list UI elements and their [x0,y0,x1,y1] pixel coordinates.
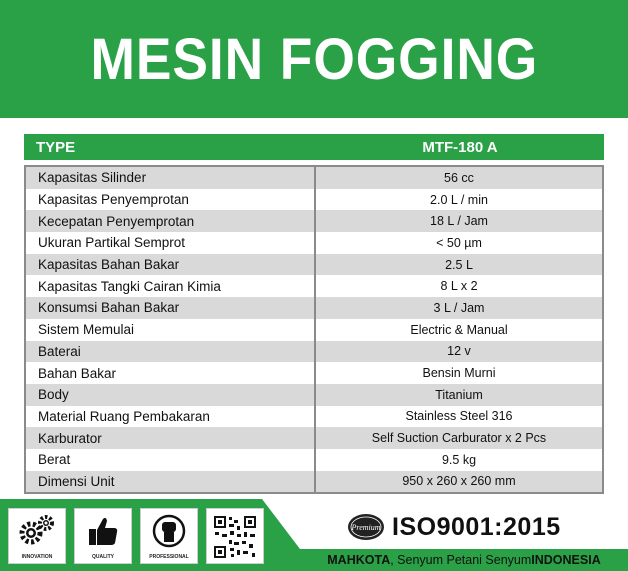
spec-label: Kapasitas Tangki Cairan Kimia [26,275,316,297]
table-row [26,341,602,363]
spec-label: Berat [26,449,316,471]
quality-badge [74,508,132,564]
spec-label: Body [26,384,316,406]
spec-value: 18 L / Jam [430,214,488,229]
table-row [26,232,602,254]
badge-caption: QUALITY [92,554,114,560]
spec-label: Dimensi Unit [26,471,316,493]
spec-value: Stainless Steel 316 [405,409,513,424]
table-row [26,210,602,232]
spec-value: 3 L / Jam [433,300,485,315]
spec-label: Ukuran Partikal Semprot [26,232,316,254]
table-row [26,449,602,471]
table-row [26,362,602,384]
table-row [26,254,602,276]
page-title: MESIN FOGGING [90,26,538,92]
brand-name: MAHKOTA [327,553,391,567]
spec-label: Konsumsi Bahan Bakar [26,297,316,319]
spec-label: Material Ruang Pembakaran [26,406,316,428]
innovation-badge [8,508,66,564]
badge-row [8,508,264,564]
professional-badge [140,508,198,564]
table-row [26,406,602,428]
spec-label: Kapasitas Bahan Bakar [26,254,316,276]
spec-value: Titanium [435,387,483,402]
type-header-row [24,134,604,160]
table-row [26,167,602,189]
tagline [300,549,628,571]
spec-value: Electric & Manual [410,322,508,337]
type-value: MTF-180 A [422,139,498,156]
country-name: INDONESIA [531,553,601,567]
spec-value: 950 x 260 x 260 mm [402,474,516,489]
gears-icon [17,513,57,549]
table-row [26,189,602,211]
spec-value: 56 cc [444,170,474,185]
spec-value: < 50 µm [436,235,482,250]
spec-value: 2.0 L / min [430,192,488,207]
spec-label: Sistem Memulai [26,319,316,341]
type-label: TYPE [36,139,76,156]
premium-seal-icon [346,512,386,542]
table-row [26,319,602,341]
spec-value: Bensin Murni [422,366,496,381]
fist-icon [149,513,189,549]
spec-label: Karburator [26,427,316,449]
spec-label: Kapasitas Silinder [26,167,316,189]
iso-certification: ISO9001:2015 [392,512,561,541]
premium-label: Premium [351,523,381,532]
table-row [26,297,602,319]
qr-code-icon [212,514,258,560]
spec-value: 12 v [447,344,471,359]
qr-badge [206,508,264,564]
spec-value: 2.5 L [445,257,473,272]
spec-value: Self Suction Carburator x 2 Pcs [371,431,547,446]
spec-value: 9.5 kg [441,452,477,467]
spec-value: 8 L x 2 [440,279,478,294]
spec-label: Kapasitas Penyemprotan [26,189,316,211]
table-row [26,384,602,406]
table-row [26,427,602,449]
spec-label: Baterai [26,341,316,363]
certification-area [346,512,561,542]
spec-label: Kecepatan Penyemprotan [26,210,316,232]
thumbs-up-icon [83,513,123,549]
badge-caption: PROFESSIONAL [149,554,189,560]
spec-label: Bahan Bakar [26,362,316,384]
spec-table [24,165,604,494]
table-row [26,275,602,297]
badge-caption: INNOVATION [21,554,53,560]
table-row [26,471,602,493]
tagline-text: , Senyum Petani Senyum [390,553,532,567]
header-banner [0,0,628,118]
